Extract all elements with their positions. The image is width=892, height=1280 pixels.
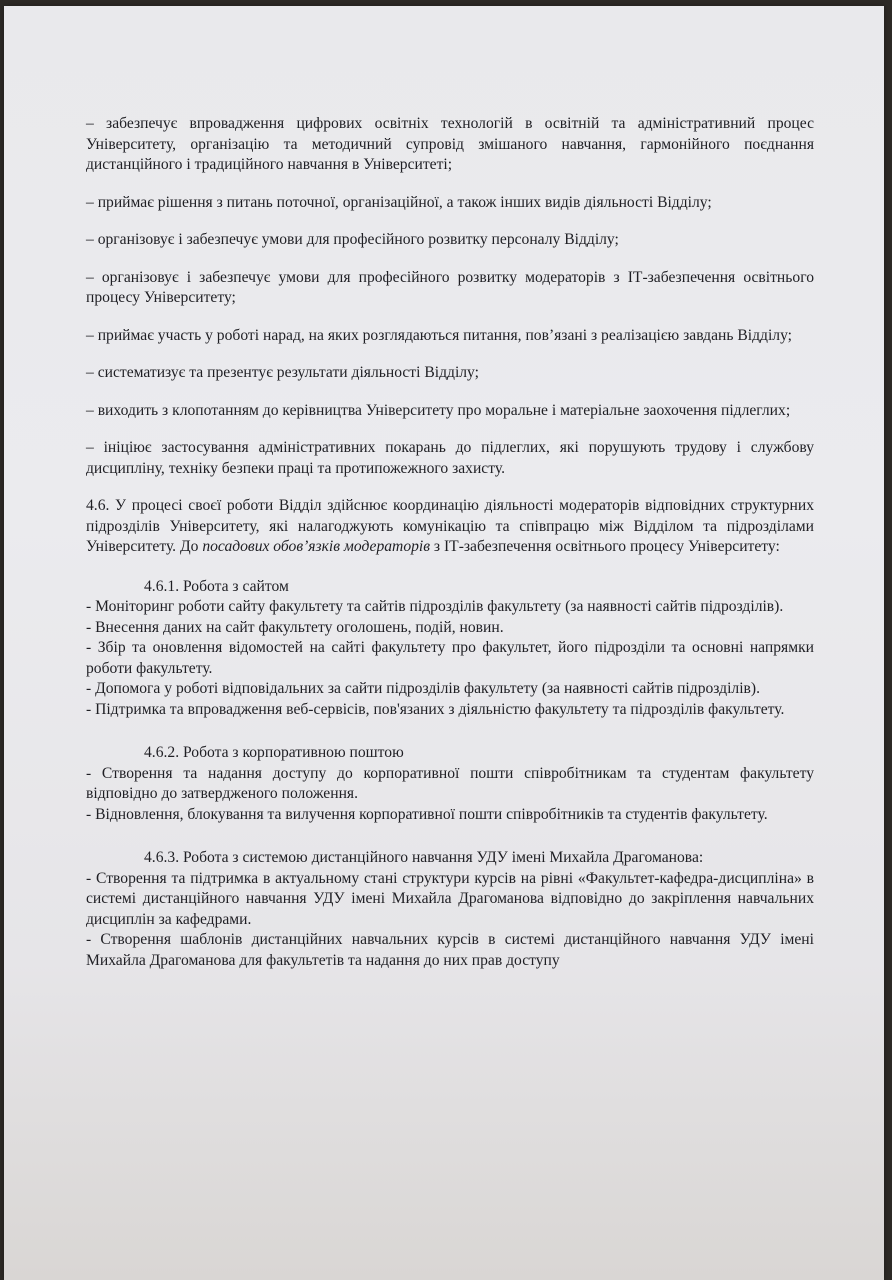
list-item: - Відновлення, блокування та вилучення корпоративної пошти співробітників та студентів факультету. (86, 805, 768, 823)
bullet-item: – організовує і забезпечує умови для професійного розвитку персоналу Відділу; (86, 231, 619, 248)
list-item: - Створення шаблонів дистанційних навчальних курсів в системі дистанційного навчання УДУ імені Михайла Драгоманова для факультетів та надання до них прав доступу (86, 931, 814, 969)
list-item: - Внесення даних на сайт факультету оголошень, подій, новин. (86, 618, 504, 636)
subsection-list-4-6-1 (86, 597, 814, 720)
section-4-6-tail: з ІТ-забезпечення освітнього процесу Університету: (433, 538, 780, 555)
document-page (4, 6, 884, 1280)
section-4-6-paragraph (86, 496, 814, 558)
section-4-6-text: 4.6. У процесі своєї роботи Відділ здійснює координацію діяльності модераторів відповідних структурних підрозділів Університету, які налагоджують комунікацію та співпрацю між Відділом та підрозділами Університету. До (86, 497, 814, 555)
bullet-item: – систематизує та презентує результати діяльності Відділу; (86, 364, 479, 381)
bullet-item: – забезпечує впровадження цифрових освітніх технологій в освітній та адміністративний процес Університету, організацію та методичний супровід змішаного навчання, гармонійного поєднання дистанційного і традиційного навчання в Університеті; (86, 115, 814, 173)
list-item: - Створення та надання доступу до корпоративної пошти співробітникам та студентам факультету відповідно до затвердженого положення. (86, 764, 814, 802)
bullet-item: – приймає участь у роботі нарад, на яких розглядаються питання, пов’язані з реалізацією завдань Відділу; (86, 326, 793, 344)
bullet-item: – приймає рішення з питань поточної, організаційної, а також інших видів діяльності Відділу; (86, 193, 712, 211)
bullet-item: – організовує і забезпечує умови для професійного розвитку модераторів з ІТ-забезпечення освітнього процесу Університету; (86, 268, 814, 306)
list-item: - Створення та підтримка в актуальному стані структури курсів на рівні «Факультет-кафедра-дисципліна» в системі дистанційного навчання УДУ імені Михайла Драгоманова відповідно до закріплення навчальних дисциплін за кафедрами. (86, 869, 814, 928)
section-4-6-emphasis: посадових обов’язків модераторів (202, 538, 431, 555)
list-item: - Підтримка та впровадження веб-сервісів, пов'язаних з діяльністю факультету та підрозділів факультету. (86, 700, 785, 718)
subsection-heading-4-6-2: 4.6.2. Робота з корпоративною поштою (144, 744, 404, 761)
subsection-heading-4-6-3: 4.6.3. Робота з системою дистанційного навчання УДУ імені Михайла Драгоманова: (144, 849, 704, 866)
subsection-heading-4-6-1: 4.6.1. Робота з сайтом (144, 577, 289, 595)
document-body (86, 114, 814, 971)
list-item: - Допомога у роботі відповідальних за сайти підрозділів факультету (за наявності сайтів підрозділів). (86, 680, 760, 697)
subsection-list-4-6-2 (86, 764, 814, 826)
bullet-item: – ініціює застосування адміністративних покарань до підлеглих, які порушують трудову і службову дисципліну, техніку безпеки праці та протипожежного захисту. (86, 439, 814, 477)
list-item: - Моніторинг роботи сайту факультету та сайтів підрозділів факультету (за наявності сайтів підрозділів). (86, 598, 784, 615)
bullet-item: – виходить з клопотанням до керівництва Університету про моральне і матеріальне заохочення підлеглих; (86, 401, 791, 419)
list-item: - Збір та оновлення відомостей на сайті факультету про факультет, його підрозділи та основні напрямки роботи факультету. (86, 639, 814, 677)
subsection-list-4-6-3 (86, 869, 814, 972)
